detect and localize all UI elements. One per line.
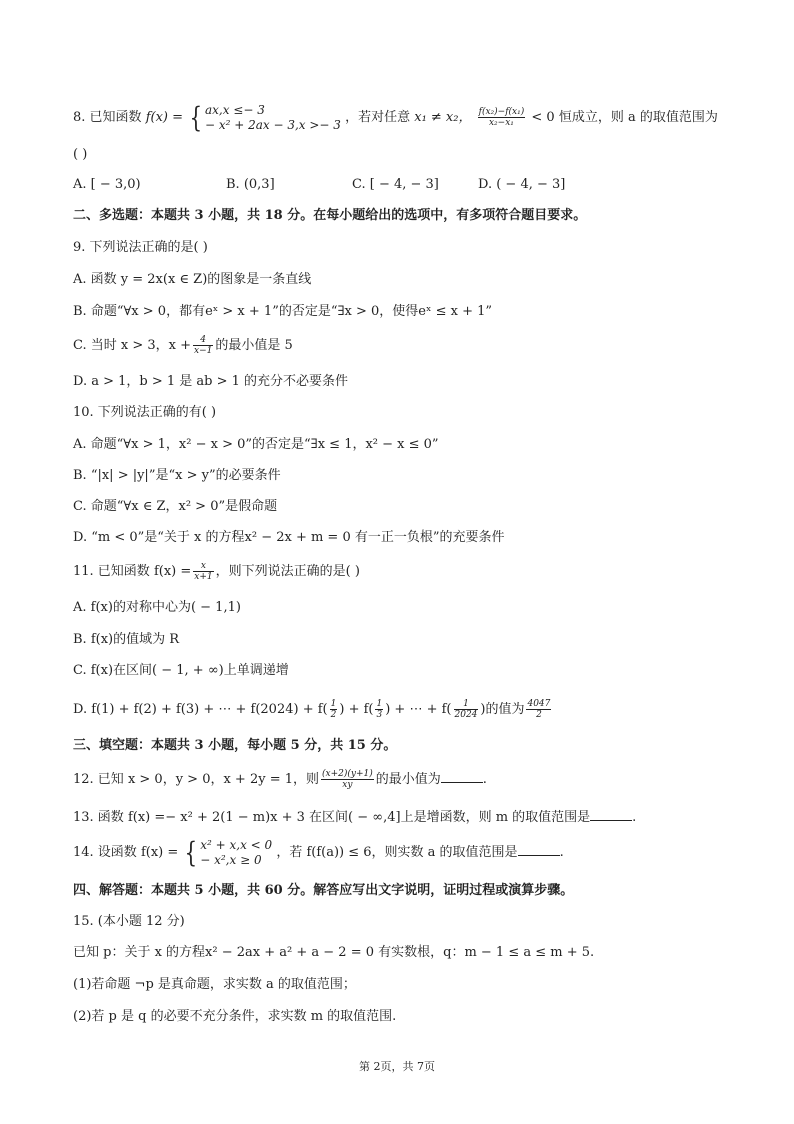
q11-d-frac2-num: 1 xyxy=(376,699,383,709)
q11-d-frac4 xyxy=(526,699,551,720)
q9-stem: 9. 下列说法正确的是( ) xyxy=(73,240,208,255)
q8-fraction xyxy=(478,107,526,128)
q13-end: . xyxy=(632,810,637,825)
section-3-heading: 三、填空题：本题共 3 小题，每小题 5 分，共 15 分。 xyxy=(73,738,397,753)
q9-option-b: B. 命题“∀x > 0，都有eˣ > x + 1”的否定是“∃x > 0，使得eˣ ≤ x + 1” xyxy=(73,304,493,319)
q14 xyxy=(73,837,754,869)
q11-d-mid3: )的值为 xyxy=(480,702,525,717)
q11-d-frac2-den: 3 xyxy=(376,710,383,720)
q11-frac-den: x+1 xyxy=(194,572,213,582)
q11-option-d xyxy=(73,696,754,724)
q9-option-c xyxy=(73,332,754,360)
q8-prefix: 8. 已知函数 xyxy=(73,110,142,125)
q8-cond: x₁ ≠ x₂， xyxy=(414,110,472,125)
q15-given: 已知 p：关于 x 的方程x² − 2ax + a² + a − 2 = 0 有实数根，q：m − 1 ≤ a ≤ m + 5. xyxy=(73,945,595,960)
q12-frac-num: (x+2)(y+1) xyxy=(322,769,373,779)
q12-frac-den: xy xyxy=(342,780,353,790)
q8-tail: < 0 恒成立，则 a 的取值范围为 xyxy=(531,110,718,125)
q13-answer-blank[interactable] xyxy=(590,808,632,821)
q15-part1: (1)若命题 ¬p 是真命题，求实数 a 的取值范围； xyxy=(73,977,356,992)
q12-pre: 12. 已知 x > 0，y > 0，x + 2y = 1，则 xyxy=(73,772,320,787)
q8-brace: { xyxy=(189,100,203,134)
q11-d-frac1-num: 1 xyxy=(330,699,337,709)
q11-d-frac1-den: 2 xyxy=(330,710,337,720)
q13-pre: 13. 函数 f(x) =− x² + 2(1 − m)x + 3 在区间( − ∞,4]上是增函数，则 m 的取值范围是 xyxy=(73,810,591,825)
q11-d-frac4-den: 2 xyxy=(536,710,542,720)
q14-answer-blank[interactable] xyxy=(518,843,560,856)
q8-option-a: A. [ − 3,0) xyxy=(73,177,141,192)
q12-fraction xyxy=(321,769,374,790)
q11-option-c: C. f(x)在区间( − 1, + ∞)上单调递增 xyxy=(73,663,289,678)
q10-option-c: C. 命题“∀x ∈ Z，x² > 0”是假命题 xyxy=(73,499,278,514)
q11-d-frac2 xyxy=(375,699,383,720)
q8-fx: f(x) = xyxy=(145,110,183,125)
q11-d-frac3-den: 2024 xyxy=(454,710,478,720)
q9-c-den: x−1 xyxy=(194,346,213,356)
q14-case2: − x²,x ≥ 0 xyxy=(200,852,262,867)
q10-option-b: B. “|x| > |y|”是“x > y”的必要条件 xyxy=(73,468,281,483)
q8-stem xyxy=(73,102,754,134)
q8-frac-num: f(x₂)−f(x₁) xyxy=(478,107,525,117)
q11-d-frac3 xyxy=(454,699,479,720)
q11-d-mid1: ) + f( xyxy=(339,702,374,717)
q14-brace: { xyxy=(185,835,198,869)
q10-option-a: A. 命题“∀x > 1，x² − x > 0”的否定是“∃x ≤ 1，x² − x ≤ 0” xyxy=(73,437,439,452)
q11-option-a: A. f(x)的对称中心为( − 1,1) xyxy=(73,600,241,615)
q14-post: ，若 f(f(a)) ≤ 6，则实数 a 的取值范围是 xyxy=(276,845,518,860)
q10-stem: 10. 下列说法正确的有( ) xyxy=(73,405,217,420)
q14-cases xyxy=(200,838,272,868)
q15-heading: 15. (本小题 12 分) xyxy=(73,914,185,929)
q11-stem xyxy=(73,558,754,586)
q11-stem-pre: 11. 已知函数 f(x) = xyxy=(73,564,192,579)
q11-frac-num: x xyxy=(193,561,213,572)
q9-c-fraction xyxy=(193,335,213,356)
q14-case1: x² + x,x < 0 xyxy=(200,837,273,852)
q9-c-post: 的最小值是 5 xyxy=(215,338,293,353)
q12-post: 的最小值为 xyxy=(375,772,441,787)
q10-option-d: D. “m < 0”是“关于 x 的方程x² − 2x + m = 0 有一正一负根”的充要条件 xyxy=(73,530,505,545)
q14-end: . xyxy=(559,845,564,860)
q12-end: . xyxy=(482,772,487,787)
q12-answer-blank[interactable] xyxy=(441,770,483,783)
q8-option-b: B. (0,3] xyxy=(226,177,275,192)
q9-c-num: 4 xyxy=(193,335,213,346)
q11-d-frac4-num: 4047 xyxy=(527,699,551,709)
q9-option-d: D. a > 1，b > 1 是 ab > 1 的充分不必要条件 xyxy=(73,374,349,389)
section-2-heading: 二、多选题：本题共 3 小题，共 18 分。在每小题给出的选项中，有多项符合题目要求。 xyxy=(73,208,587,223)
q8-options xyxy=(73,177,723,195)
q13 xyxy=(73,808,754,827)
q8-cases xyxy=(205,103,341,133)
q8-frac-den: x₂−x₁ xyxy=(488,118,514,128)
q11-option-b: B. f(x)的值域为 R xyxy=(73,632,180,647)
q8-case2: − x² + 2ax − 3,x >− 3 xyxy=(204,117,341,132)
q11-d-frac1 xyxy=(330,699,338,720)
q8-mid: ，若对任意 xyxy=(345,110,411,125)
q8-option-c: C. [ − 4, − 3] xyxy=(352,177,439,192)
q11-fraction xyxy=(193,561,213,582)
q11-d-mid2: ) + ⋯ + f( xyxy=(385,702,452,717)
q8-option-d: D. ( − 4, − 3] xyxy=(478,177,566,192)
page-footer: 第 2页，共 7页 xyxy=(359,1060,435,1073)
q11-d-frac3-num: 1 xyxy=(454,699,479,710)
q15-part2: (2)若 p 是 q 的必要不充分条件，求实数 m 的取值范围. xyxy=(73,1009,397,1024)
q14-pre: 14. 设函数 f(x) = xyxy=(73,845,179,860)
q9-c-pre: C. 当时 x > 3，x + xyxy=(73,338,191,353)
q9-option-a: A. 函数 y = 2x(x ∈ Z)的图象是一条直线 xyxy=(73,272,312,287)
q8-case1: ax,x ≤− 3 xyxy=(204,102,265,117)
section-4-heading: 四、解答题：本题共 5 小题，共 60 分。解答应写出文字说明，证明过程或演算步骤。 xyxy=(73,883,574,898)
q11-stem-post: ，则下列说法正确的是( ) xyxy=(215,564,360,579)
q12 xyxy=(73,766,754,794)
q8-answer-paren: ( ) xyxy=(73,147,88,162)
q11-d-pre: D. f(1) + f(2) + f(3) + ⋯ + f(2024) + f( xyxy=(73,702,328,717)
